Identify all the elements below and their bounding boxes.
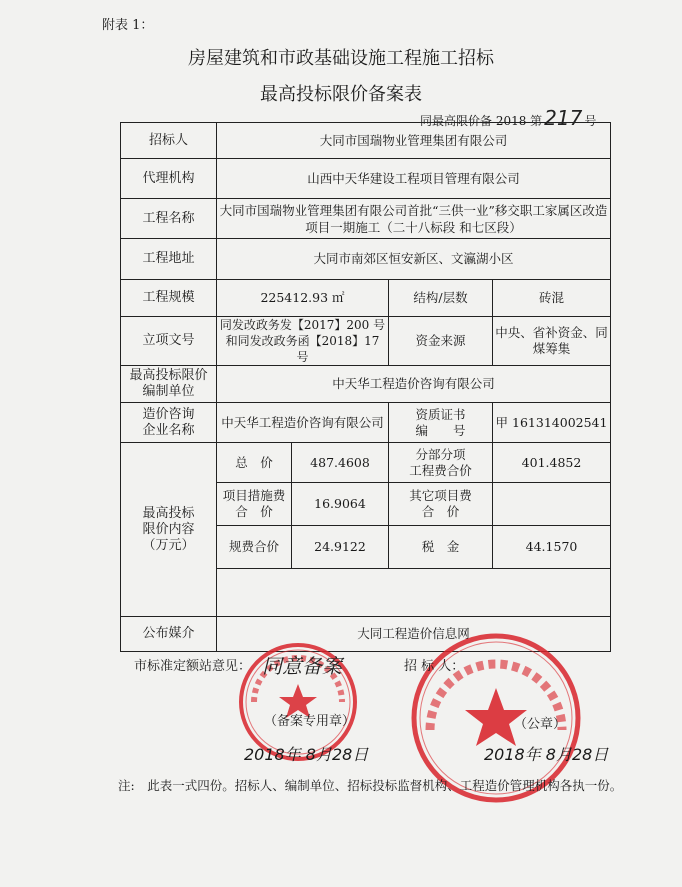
measures-label-line1: 项目措施费	[222, 488, 286, 503]
content-label	[121, 443, 217, 617]
content-label-line2: 限价内容	[142, 521, 195, 537]
other-label-line2: 合 价	[421, 504, 460, 519]
compiler-label-line1: 最高投标限价	[129, 368, 208, 383]
other-value	[493, 483, 611, 526]
row-project-scale	[121, 280, 611, 317]
measures-value: 16.9064	[292, 483, 389, 526]
compiler-value: 中天华工程造价咨询有限公司	[217, 366, 611, 403]
agency-label: 代理机构	[121, 159, 217, 199]
station-seal-caption: （备案专用章）	[264, 714, 356, 729]
cert-label-line2: 编 号	[415, 422, 466, 438]
station-date: 2018年 8月28日	[244, 745, 369, 764]
row-consult	[121, 403, 611, 443]
content-label-line3: （万元）	[142, 537, 195, 553]
blank-cell	[217, 569, 611, 617]
row-total	[121, 443, 611, 483]
total-value: 487.4608	[292, 443, 389, 483]
row-project-name	[121, 199, 611, 239]
row-tenderer	[121, 123, 611, 159]
fund-source-label: 资金来源	[389, 317, 493, 366]
other-label	[389, 483, 493, 526]
project-scale-label: 工程规模	[121, 280, 217, 317]
document-title-line1: 房屋建筑和市政基础设施工程施工招标	[188, 48, 494, 69]
sub-item-value: 401.4852	[493, 443, 611, 483]
filing-table	[120, 122, 611, 652]
approval-doc-label: 立项文号	[121, 317, 217, 366]
tax-value: 44.1570	[493, 526, 611, 569]
approval-doc-value	[217, 317, 389, 366]
agency-value: 山西中天华建设工程项目管理有限公司	[217, 159, 611, 199]
record-number-handwritten: 217	[544, 106, 583, 130]
station-opinion-handwritten: 同意备案	[262, 654, 342, 678]
sub-item-label-line2: 工程费合价	[409, 462, 472, 478]
sub-item-label	[389, 443, 493, 483]
tenderer-label: 招标人	[121, 123, 217, 159]
sub-item-label-line1: 分部分项	[415, 446, 466, 462]
cert-label-line1: 资质证书	[415, 406, 466, 422]
tax-label: 税 金	[389, 526, 493, 569]
row-approval	[121, 317, 611, 366]
project-name-value: 大同市国瑞物业管理集团有限公司首批“三供一业”移交职工家属区改造项目一期施工（二十八标段 和七区段）	[217, 199, 611, 239]
project-scale-value: 225412.93 ㎡	[217, 280, 389, 317]
annex-label: 附表 1：	[102, 18, 154, 33]
structure-label: 结构/层数	[389, 280, 493, 317]
station-opinion-label: 市标准定额站意见：	[134, 659, 252, 674]
approval-doc-line1: 同发改政务发【2017】200 号	[219, 318, 386, 332]
fees-value: 24.9122	[292, 526, 389, 569]
other-label-line1: 其它项目费	[409, 488, 472, 503]
consult-label-line2: 企业名称	[142, 422, 195, 438]
compiler-label	[121, 366, 217, 403]
consult-label-line1: 造价咨询	[142, 406, 195, 422]
cert-label	[389, 403, 493, 443]
consult-value: 中天华工程造价咨询有限公司	[217, 403, 389, 443]
fees-label: 规费合价	[217, 526, 292, 569]
project-name-label: 工程名称	[121, 199, 217, 239]
cert-value: 甲 161314002541	[493, 403, 611, 443]
fund-source-value: 中央、省补资金、同煤筹集	[493, 317, 611, 366]
approval-doc-line2: 和同发改政务函【2018】17 号	[225, 334, 380, 364]
document-title-line2: 最高投标限价备案表	[260, 84, 422, 105]
row-compiler	[121, 366, 611, 403]
consult-label	[121, 403, 217, 443]
media-label: 公布媒介	[121, 617, 217, 652]
total-label: 总 价	[217, 443, 292, 483]
project-location-value: 大同市南郊区恒安新区、文瀛湖小区	[217, 239, 611, 280]
structure-value: 砖混	[493, 280, 611, 317]
footnote: 注: 此表一式四份。招标人、编制单位、招标投标监督机构、工程造价管理机构各执一份。	[118, 778, 623, 793]
record-suffix: 号	[584, 114, 597, 128]
tenderer-date: 2018年 8月28日	[484, 745, 609, 764]
compiler-label-line2: 编制单位	[142, 384, 195, 399]
record-prefix: 同最高限价备 2018 第	[420, 114, 543, 128]
row-agency	[121, 159, 611, 199]
row-project-location	[121, 239, 611, 280]
project-location-label: 工程地址	[121, 239, 217, 280]
measures-label	[217, 483, 292, 526]
measures-label-line2: 合 价	[235, 504, 273, 519]
media-value: 大同工程造价信息网	[217, 617, 611, 652]
tenderer-sign-label: 招 标 人：	[404, 659, 465, 674]
tenderer-value: 大同市国瑞物业管理集团有限公司	[217, 123, 611, 159]
content-label-line1: 最高投标	[142, 505, 195, 521]
tenderer-seal-caption: （公章）	[514, 717, 567, 732]
